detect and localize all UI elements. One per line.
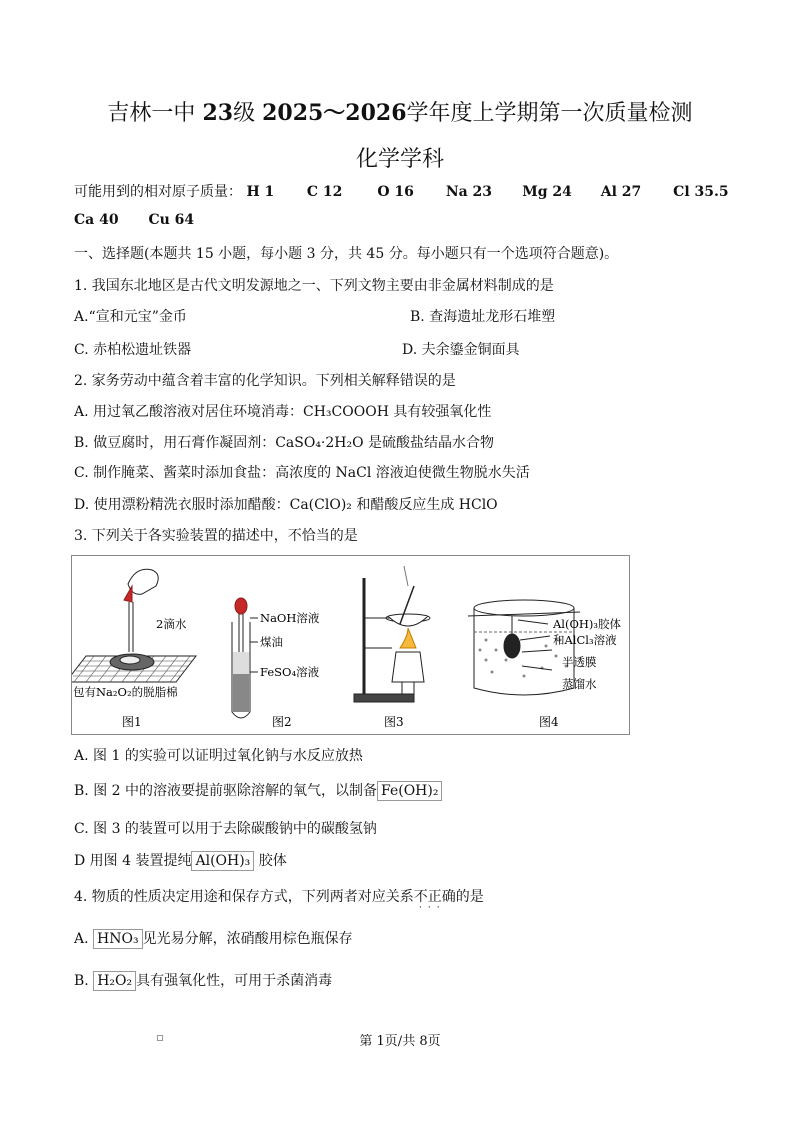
mass-cu: Cu 64 — [148, 212, 195, 228]
exam-subtitle: 化学学科 — [355, 147, 444, 172]
section-heading: 一、选择题(本题共 15 小题，每小题 3 分，共 45 分。每小题只有一个选项符合题意)。 — [74, 246, 619, 262]
q3-option-d — [74, 850, 287, 871]
q3-option-d-tail: 胶体 — [254, 853, 287, 869]
fig2-label-naoh: NaOH溶液 — [260, 611, 320, 625]
q4-option-b — [74, 970, 332, 991]
q1-stem: 1. 我国东北地区是古代文明发源地之一、下列文物主要由非金属材料制成的是 — [74, 278, 554, 294]
q1-option-d: D. 夫余鎏金铜面具 — [402, 342, 520, 358]
q2-option-d: D. 使用漂粉精洗衣服时添加醋酸：Ca(ClO)₂ 和醋酸反应生成 HClO — [74, 497, 498, 513]
q3-option-b — [74, 780, 442, 801]
emphasis-dots: ··· — [419, 903, 446, 913]
mass-na: Na 23 — [445, 184, 493, 200]
title-grade: 23 — [202, 100, 234, 126]
mass-mg: Mg 24 — [522, 184, 572, 200]
q4-option-a-text: 见光易分解，浓硝酸用棕色瓶保存 — [142, 931, 353, 947]
q3-option-d-text: D 用图 4 装置提纯 — [74, 853, 192, 869]
fig4-label-membrane: 半透膜 — [562, 655, 597, 669]
fig4-label-water: 蒸馏水 — [562, 677, 597, 691]
q3-option-b-text: B. 图 2 中的溶液要提前驱除溶解的氧气，以制备 — [74, 783, 377, 799]
fig3-caption: 图3 — [384, 715, 404, 729]
q3-option-c: C. 图 3 的装置可以用于去除碳酸钠中的碳酸氢钠 — [74, 821, 377, 837]
q1-option-a: A.“宣和元宝”金币 — [74, 309, 187, 325]
q4-option-a-label: A. — [74, 931, 89, 947]
q4-option-a — [74, 928, 353, 949]
fig1-label-cotton: 包有Na₂O₂的脱脂棉 — [73, 685, 178, 699]
mass-h: H 1 — [246, 184, 275, 200]
atomic-masses — [74, 181, 729, 201]
q1-option-b: B. 查海遗址龙形石堆塑 — [410, 309, 556, 325]
mass-ca: Ca 40 — [74, 212, 119, 228]
fig4-caption: 图4 — [539, 715, 559, 729]
q3-option-a: A. 图 1 的实验可以证明过氧化钠与水反应放热 — [74, 748, 363, 764]
q3-figure-panel — [71, 555, 630, 735]
q3-stem: 3. 下列关于各实验装置的描述中，不恰当的是 — [74, 528, 358, 544]
exam-title — [0, 96, 800, 127]
fig2-caption: 图2 — [272, 715, 292, 729]
q4-option-b-label: B. — [74, 973, 89, 989]
fig4-label-alcl3: 和AlCl₃溶液 — [553, 633, 617, 647]
mass-al: Al 27 — [600, 184, 642, 200]
fig1-caption: 图1 — [122, 715, 142, 729]
fig2-label-feso4: FeSO₄溶液 — [260, 665, 320, 679]
fig2-label-oil: 煤油 — [260, 635, 283, 649]
q2-stem: 2. 家务劳动中蕴含着丰富的化学知识。下列相关解释错误的是 — [74, 373, 456, 389]
mass-cl: Cl 35.5 — [673, 184, 729, 200]
h2o2-formula: H₂O₂ — [93, 971, 136, 991]
al-oh3-formula: Al(OH)₃ — [191, 851, 254, 871]
q2-option-c: C. 制作腌菜、酱菜时添加食盐：高浓度的 NaCl 溶液迫使微生物脱水失活 — [74, 465, 530, 481]
title-rest: 学年度上学期第一次质量检测 — [406, 101, 693, 126]
title-years: 2025～2026 — [262, 100, 407, 126]
atomic-masses-2 — [74, 212, 194, 228]
q2-option-b: B. 做豆腐时，用石膏作凝固剂：CaSO₄·2H₂O 是硫酸盐结晶水合物 — [74, 435, 495, 451]
fe-oh2-formula: Fe(OH)₂ — [377, 781, 442, 801]
q3-apparatus-illustration — [72, 556, 629, 734]
page-number: 第 1页/共 8页 — [359, 1034, 441, 1049]
title-grade-suffix: 级 — [233, 101, 256, 126]
q4-stem: 4. 物质的性质决定用途和保存方式，下列两者对应关系不正确的是 — [74, 889, 484, 905]
fig2-drawing — [232, 598, 258, 718]
atomic-masses-label: 可能用到的相对原子质量： — [74, 184, 242, 200]
q1-option-c: C. 赤柏松遗址铁器 — [74, 342, 192, 358]
hno3-formula: HNO₃ — [93, 929, 143, 949]
mass-o: O 16 — [377, 184, 414, 200]
fig4-label-colloid: Al(OH)₃胶体 — [553, 617, 622, 631]
fig3-drawing — [354, 566, 430, 702]
q4-option-b-text: 具有强氧化性，可用于杀菌消毒 — [136, 973, 333, 989]
title-school: 吉林一中 — [107, 101, 196, 126]
q2-option-a: A. 用过氧乙酸溶液对居住环境消毒：CH₃COOOH 具有较强氧化性 — [74, 404, 492, 420]
fig1-label-water: 2滴水 — [156, 617, 187, 631]
mass-c: C 12 — [306, 184, 343, 200]
